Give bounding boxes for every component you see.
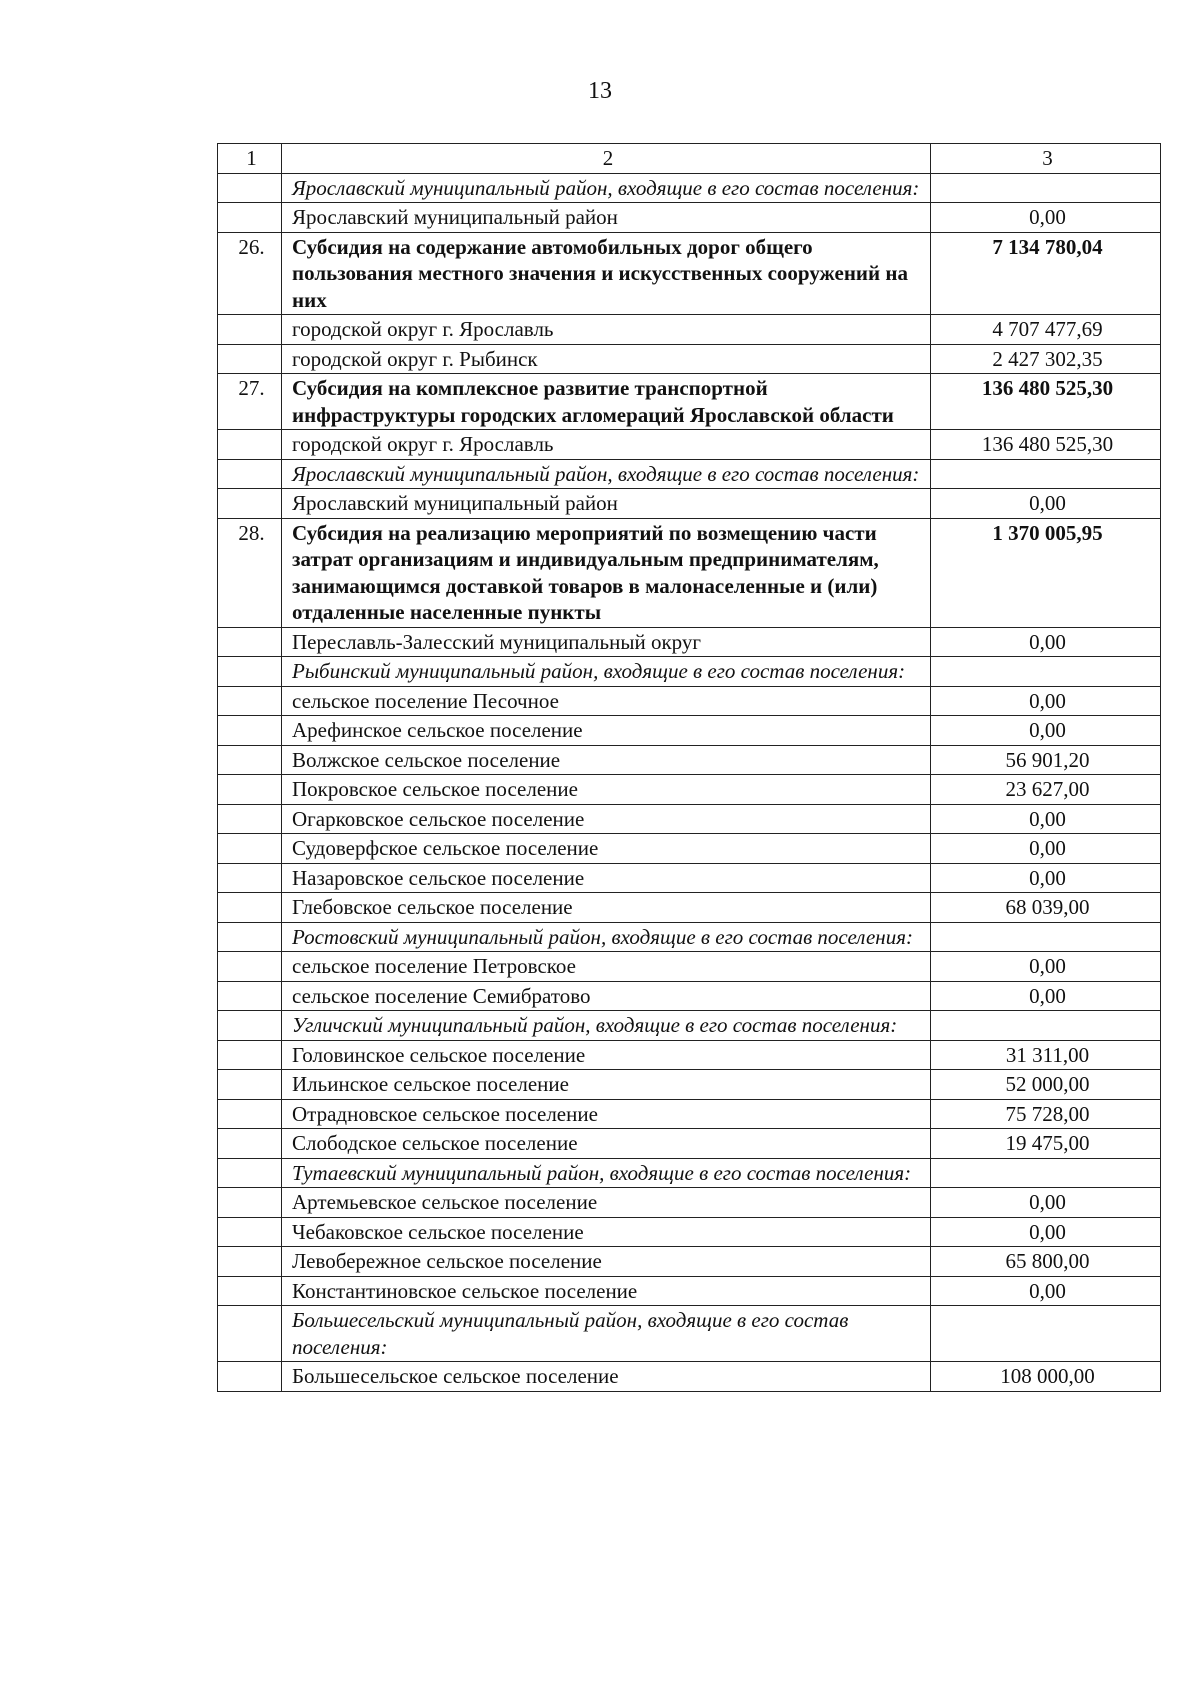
recipient-name: Арефинское сельское поселение (282, 716, 931, 746)
table-row (218, 489, 1161, 519)
row-number (218, 627, 282, 657)
district-heading: Тутаевский муниципальный район, входящие в его состав поселения: (282, 1158, 931, 1188)
table-row (218, 834, 1161, 864)
recipient-name: сельское поселение Песочное (282, 686, 931, 716)
table-row (218, 203, 1161, 233)
amount-cell: 136 480 525,30 (931, 430, 1161, 460)
row-number (218, 981, 282, 1011)
subsidy-table (217, 143, 1161, 1392)
table-row (218, 374, 1161, 430)
amount-cell: 19 475,00 (931, 1129, 1161, 1159)
row-number (218, 173, 282, 203)
amount-cell: 0,00 (931, 203, 1161, 233)
table-row (218, 804, 1161, 834)
recipient-name: Левобережное сельское поселение (282, 1247, 931, 1277)
subsidy-total-amount: 1 370 005,95 (931, 518, 1161, 627)
row-number (218, 745, 282, 775)
table-row (218, 1217, 1161, 1247)
row-number (218, 1247, 282, 1277)
amount-cell: 0,00 (931, 981, 1161, 1011)
table-row (218, 745, 1161, 775)
row-number (218, 1129, 282, 1159)
table-row (218, 627, 1161, 657)
subsidy-title: Субсидия на содержание автомобильных дорог общего пользования местного значения и искусственных сооружений на них (282, 232, 931, 315)
recipient-name: Покровское сельское поселение (282, 775, 931, 805)
amount-cell: 0,00 (931, 627, 1161, 657)
amount-cell: 23 627,00 (931, 775, 1161, 805)
district-heading: Угличский муниципальный район, входящие в его состав поселения: (282, 1011, 931, 1041)
row-number (218, 657, 282, 687)
recipient-name: Большесельское сельское поселение (282, 1362, 931, 1392)
row-number: 28. (218, 518, 282, 627)
amount-cell: 0,00 (931, 686, 1161, 716)
amount-cell (931, 657, 1161, 687)
table-row (218, 518, 1161, 627)
subsidy-total-amount: 136 480 525,30 (931, 374, 1161, 430)
district-heading: Ростовский муниципальный район, входящие в его состав поселения: (282, 922, 931, 952)
subsidy-total-amount: 7 134 780,04 (931, 232, 1161, 315)
amount-cell (931, 1306, 1161, 1362)
row-number (218, 1040, 282, 1070)
amount-cell: 75 728,00 (931, 1099, 1161, 1129)
table-row (218, 893, 1161, 923)
row-number (218, 459, 282, 489)
table-row (218, 952, 1161, 982)
amount-cell: 56 901,20 (931, 745, 1161, 775)
amount-cell: 68 039,00 (931, 893, 1161, 923)
row-number (218, 893, 282, 923)
recipient-name: Ярославский муниципальный район (282, 203, 931, 233)
row-number (218, 952, 282, 982)
table-row (218, 173, 1161, 203)
amount-cell: 108 000,00 (931, 1362, 1161, 1392)
table-row (218, 1306, 1161, 1362)
row-number (218, 686, 282, 716)
table-row (218, 863, 1161, 893)
table-row (218, 1040, 1161, 1070)
recipient-name: Слободское сельское поселение (282, 1129, 931, 1159)
recipient-name: Глебовское сельское поселение (282, 893, 931, 923)
row-number (218, 1276, 282, 1306)
table-row (218, 315, 1161, 345)
row-number (218, 716, 282, 746)
row-number (218, 430, 282, 460)
row-number (218, 1099, 282, 1129)
district-heading: Ярославский муниципальный район, входящие в его состав поселения: (282, 459, 931, 489)
table-row (218, 1188, 1161, 1218)
row-number: 26. (218, 232, 282, 315)
table-row (218, 1099, 1161, 1129)
recipient-name: Назаровское сельское поселение (282, 863, 931, 893)
recipient-name: Константиновское сельское поселение (282, 1276, 931, 1306)
amount-cell: 0,00 (931, 716, 1161, 746)
row-number (218, 315, 282, 345)
row-number (218, 922, 282, 952)
header-col-3: 3 (931, 144, 1161, 174)
row-number: 27. (218, 374, 282, 430)
table-row (218, 981, 1161, 1011)
recipient-name: Волжское сельское поселение (282, 745, 931, 775)
table-body (218, 173, 1161, 1391)
table-row (218, 1158, 1161, 1188)
table-row (218, 1011, 1161, 1041)
subsidy-title: Субсидия на комплексное развитие транспортной инфраструктуры городских агломераций Ярославской области (282, 374, 931, 430)
row-number (218, 1362, 282, 1392)
amount-cell (931, 459, 1161, 489)
amount-cell: 0,00 (931, 952, 1161, 982)
recipient-name: Ильинское сельское поселение (282, 1070, 931, 1100)
table-row (218, 459, 1161, 489)
recipient-name: Отрадновское сельское поселение (282, 1099, 931, 1129)
amount-cell (931, 1011, 1161, 1041)
row-number (218, 1011, 282, 1041)
header-col-2: 2 (282, 144, 931, 174)
district-heading: Ярославский муниципальный район, входящие в его состав поселения: (282, 173, 931, 203)
table-row (218, 1247, 1161, 1277)
table-row (218, 232, 1161, 315)
recipient-name: городской округ г. Ярославль (282, 430, 931, 460)
recipient-name: Ярославский муниципальный район (282, 489, 931, 519)
amount-cell (931, 1158, 1161, 1188)
row-number (218, 1158, 282, 1188)
amount-cell: 2 427 302,35 (931, 344, 1161, 374)
table-row (218, 686, 1161, 716)
recipient-name: городской округ г. Рыбинск (282, 344, 931, 374)
row-number (218, 775, 282, 805)
amount-cell: 65 800,00 (931, 1247, 1161, 1277)
amount-cell: 4 707 477,69 (931, 315, 1161, 345)
recipient-name: Переславль-Залесский муниципальный округ (282, 627, 931, 657)
row-number (218, 1217, 282, 1247)
table-row (218, 1070, 1161, 1100)
row-number (218, 1188, 282, 1218)
header-col-1: 1 (218, 144, 282, 174)
row-number (218, 344, 282, 374)
district-heading: Рыбинский муниципальный район, входящие в его состав поселения: (282, 657, 931, 687)
table-row (218, 657, 1161, 687)
recipient-name: сельское поселение Семибратово (282, 981, 931, 1011)
amount-cell (931, 173, 1161, 203)
recipient-name: Артемьевское сельское поселение (282, 1188, 931, 1218)
row-number (218, 1306, 282, 1362)
amount-cell (931, 922, 1161, 952)
amount-cell: 0,00 (931, 1217, 1161, 1247)
row-number (218, 834, 282, 864)
page-number: 13 (588, 78, 612, 104)
row-number (218, 1070, 282, 1100)
row-number (218, 804, 282, 834)
table-header-row (218, 144, 1161, 174)
subsidy-title: Субсидия на реализацию мероприятий по возмещению части затрат организациям и индивидуальным предпринимателям, занимающимся доставкой товаров в малонаселенные и (или) отдаленные населенные пункты (282, 518, 931, 627)
table-row (218, 1276, 1161, 1306)
table-row (218, 1362, 1161, 1392)
amount-cell: 0,00 (931, 863, 1161, 893)
row-number (218, 863, 282, 893)
table-row (218, 344, 1161, 374)
amount-cell: 31 311,00 (931, 1040, 1161, 1070)
table-row (218, 775, 1161, 805)
amount-cell: 0,00 (931, 834, 1161, 864)
row-number (218, 203, 282, 233)
amount-cell: 0,00 (931, 1188, 1161, 1218)
amount-cell: 0,00 (931, 489, 1161, 519)
recipient-name: городской округ г. Ярославль (282, 315, 931, 345)
table-row (218, 1129, 1161, 1159)
recipient-name: Судоверфское сельское поселение (282, 834, 931, 864)
table-row (218, 716, 1161, 746)
table-row (218, 430, 1161, 460)
amount-cell: 0,00 (931, 804, 1161, 834)
amount-cell: 0,00 (931, 1276, 1161, 1306)
recipient-name: сельское поселение Петровское (282, 952, 931, 982)
recipient-name: Огарковское сельское поселение (282, 804, 931, 834)
table-row (218, 922, 1161, 952)
recipient-name: Головинское сельское поселение (282, 1040, 931, 1070)
recipient-name: Чебаковское сельское поселение (282, 1217, 931, 1247)
amount-cell: 52 000,00 (931, 1070, 1161, 1100)
district-heading: Большесельский муниципальный район, входящие в его состав поселения: (282, 1306, 931, 1362)
row-number (218, 489, 282, 519)
